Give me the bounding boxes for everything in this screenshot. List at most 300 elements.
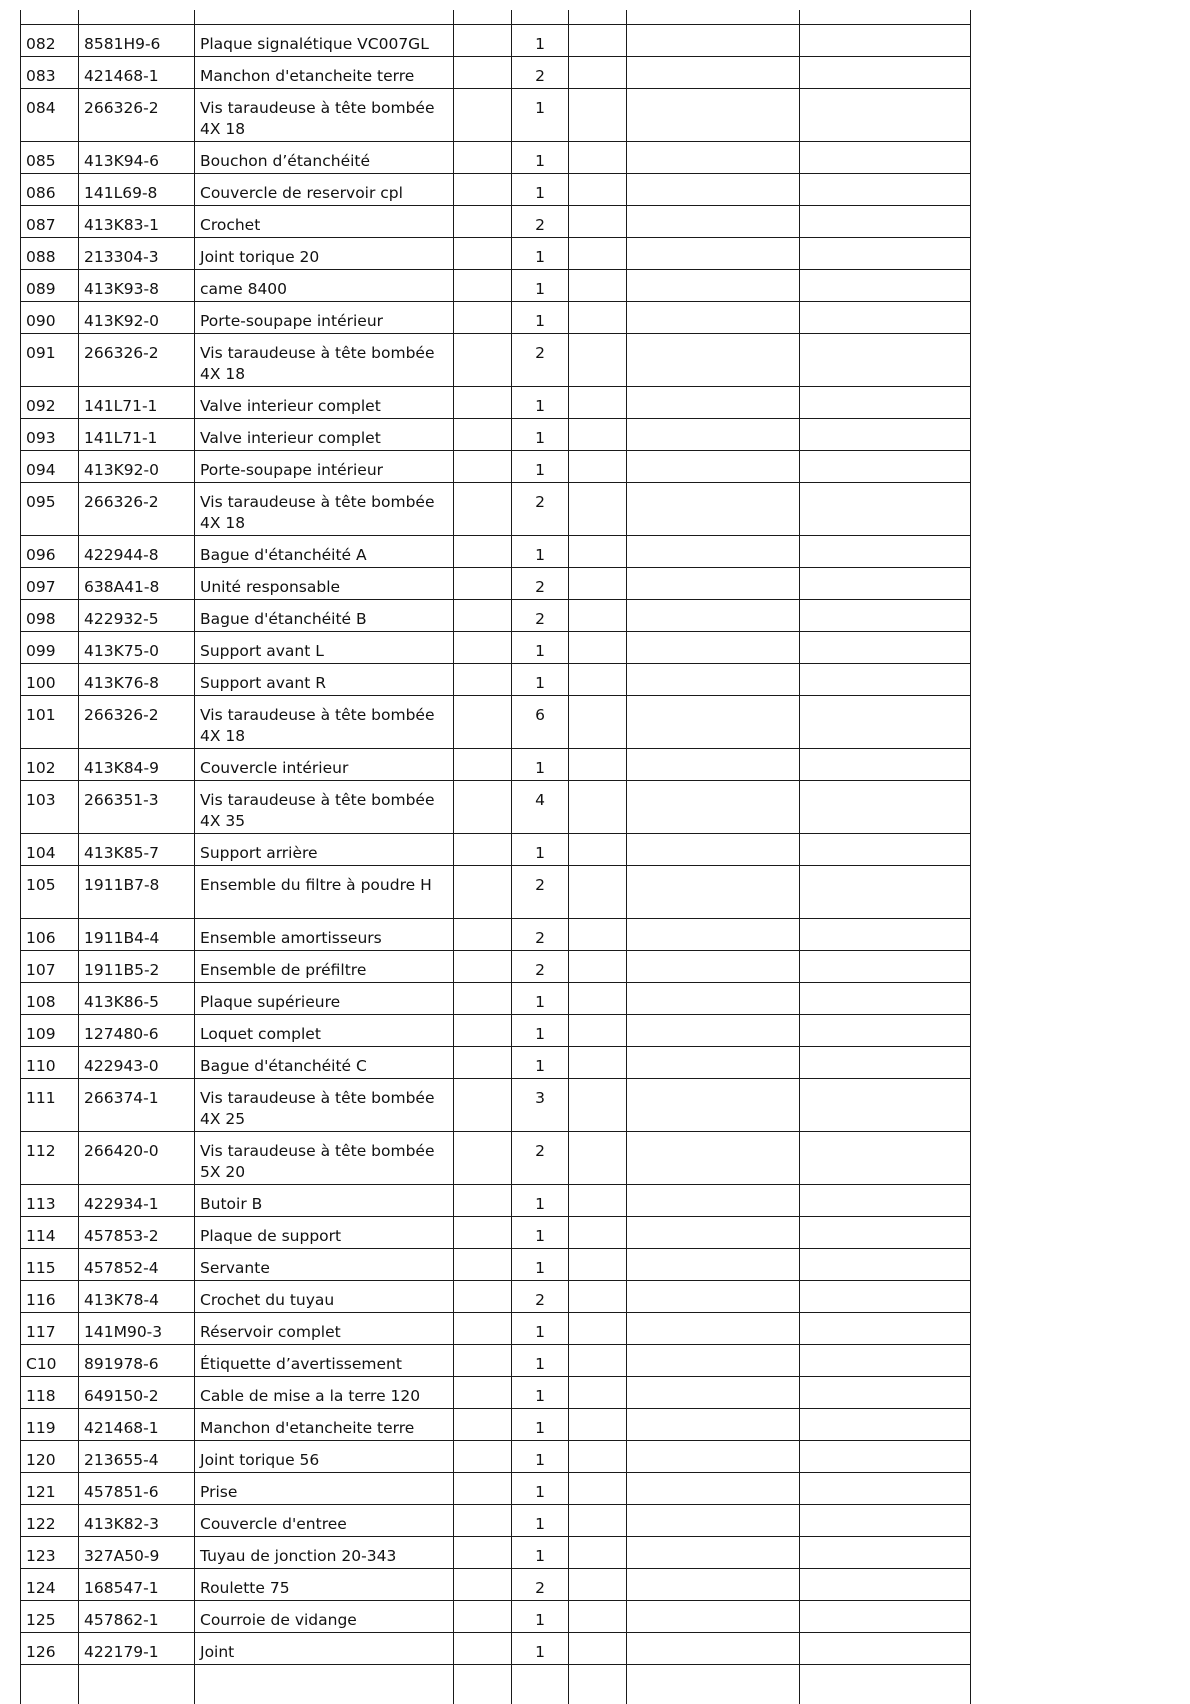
empty-cell xyxy=(21,1664,79,1704)
item-ref-cell: 106 xyxy=(21,918,79,950)
empty-cell xyxy=(800,386,971,418)
empty-cell xyxy=(800,1600,971,1632)
quantity-cell: 1 xyxy=(512,173,569,205)
empty-cell xyxy=(569,10,627,24)
part-number-cell: 649150-2 xyxy=(79,1376,195,1408)
item-ref-cell: 124 xyxy=(21,1568,79,1600)
quantity-cell: 1 xyxy=(512,88,569,141)
part-number-cell: 638A41-8 xyxy=(79,567,195,599)
description-cell: Valve interieur complet xyxy=(195,418,454,450)
part-number-cell: 422179-1 xyxy=(79,1632,195,1664)
empty-cell xyxy=(569,237,627,269)
table-row xyxy=(21,1408,971,1440)
empty-cell xyxy=(454,24,512,56)
empty-cell xyxy=(569,173,627,205)
quantity-cell: 2 xyxy=(512,333,569,386)
description-cell: Valve interieur complet xyxy=(195,386,454,418)
part-number-cell: 168547-1 xyxy=(79,1568,195,1600)
part-number-cell: 422932-5 xyxy=(79,599,195,631)
quantity-cell: 1 xyxy=(512,1472,569,1504)
item-ref-cell: 120 xyxy=(21,1440,79,1472)
table-row xyxy=(21,1131,971,1184)
item-ref-cell: 097 xyxy=(21,567,79,599)
empty-cell xyxy=(800,1664,971,1704)
empty-cell xyxy=(454,631,512,663)
table-continuation-bottom xyxy=(21,1664,971,1704)
table-row xyxy=(21,631,971,663)
item-ref-cell: 086 xyxy=(21,173,79,205)
description-cell: Support avant R xyxy=(195,663,454,695)
empty-cell xyxy=(454,1312,512,1344)
table-row xyxy=(21,780,971,833)
empty-cell xyxy=(627,535,800,567)
empty-cell xyxy=(569,205,627,237)
part-number-cell: 422944-8 xyxy=(79,535,195,567)
quantity-cell: 2 xyxy=(512,482,569,535)
empty-cell xyxy=(512,10,569,24)
part-number-cell: 457853-2 xyxy=(79,1216,195,1248)
empty-cell xyxy=(454,56,512,88)
quantity-cell: 1 xyxy=(512,833,569,865)
empty-cell xyxy=(627,1312,800,1344)
item-ref-cell: 096 xyxy=(21,535,79,567)
table-row xyxy=(21,599,971,631)
empty-cell xyxy=(569,982,627,1014)
quantity-cell: 2 xyxy=(512,56,569,88)
empty-cell xyxy=(569,482,627,535)
empty-cell xyxy=(454,780,512,833)
empty-cell xyxy=(569,1440,627,1472)
item-ref-cell: 109 xyxy=(21,1014,79,1046)
quantity-cell: 1 xyxy=(512,663,569,695)
table-row xyxy=(21,567,971,599)
item-ref-cell: 122 xyxy=(21,1504,79,1536)
empty-cell xyxy=(627,918,800,950)
empty-cell xyxy=(569,1046,627,1078)
description-cell: Roulette 75 xyxy=(195,1568,454,1600)
quantity-cell: 2 xyxy=(512,950,569,982)
table-row xyxy=(21,205,971,237)
empty-cell xyxy=(569,450,627,482)
empty-cell xyxy=(569,1078,627,1131)
empty-cell xyxy=(627,748,800,780)
quantity-cell: 1 xyxy=(512,418,569,450)
empty-cell xyxy=(569,748,627,780)
empty-cell xyxy=(627,269,800,301)
quantity-cell: 2 xyxy=(512,918,569,950)
empty-cell xyxy=(627,301,800,333)
empty-cell xyxy=(627,1504,800,1536)
table-continuation-top xyxy=(21,10,971,24)
part-number-cell: 421468-1 xyxy=(79,56,195,88)
part-number-cell: 1911B4-4 xyxy=(79,918,195,950)
part-number-cell: 422943-0 xyxy=(79,1046,195,1078)
empty-cell xyxy=(454,1248,512,1280)
quantity-cell: 1 xyxy=(512,1440,569,1472)
empty-cell xyxy=(627,418,800,450)
empty-cell xyxy=(454,982,512,1014)
quantity-cell: 1 xyxy=(512,1504,569,1536)
empty-cell xyxy=(454,599,512,631)
empty-cell xyxy=(627,205,800,237)
empty-cell xyxy=(800,1046,971,1078)
quantity-cell: 1 xyxy=(512,1248,569,1280)
empty-cell xyxy=(800,567,971,599)
empty-cell xyxy=(627,1632,800,1664)
item-ref-cell: 104 xyxy=(21,833,79,865)
item-ref-cell: 098 xyxy=(21,599,79,631)
empty-cell xyxy=(800,535,971,567)
table-row xyxy=(21,450,971,482)
table-row xyxy=(21,1344,971,1376)
item-ref-cell: 082 xyxy=(21,24,79,56)
part-number-cell: 457852-4 xyxy=(79,1248,195,1280)
empty-cell xyxy=(800,333,971,386)
table-row xyxy=(21,386,971,418)
description-cell: Support avant L xyxy=(195,631,454,663)
empty-cell xyxy=(800,663,971,695)
empty-cell xyxy=(800,482,971,535)
empty-cell xyxy=(454,865,512,918)
item-ref-cell: 118 xyxy=(21,1376,79,1408)
table-row xyxy=(21,1184,971,1216)
empty-cell xyxy=(800,56,971,88)
empty-cell xyxy=(627,1014,800,1046)
empty-cell xyxy=(569,631,627,663)
parts-table-body xyxy=(21,10,971,1704)
description-cell: Manchon d'etancheite terre xyxy=(195,1408,454,1440)
empty-cell xyxy=(627,599,800,631)
empty-cell xyxy=(569,1312,627,1344)
quantity-cell: 2 xyxy=(512,1131,569,1184)
item-ref-cell: 102 xyxy=(21,748,79,780)
description-cell: Vis taraudeuse à tête bombée 5X 20 xyxy=(195,1131,454,1184)
item-ref-cell: 113 xyxy=(21,1184,79,1216)
table-row xyxy=(21,482,971,535)
description-cell: Couvercle d'entree xyxy=(195,1504,454,1536)
part-number-cell: 141L71-1 xyxy=(79,418,195,450)
empty-cell xyxy=(454,418,512,450)
empty-cell xyxy=(800,1408,971,1440)
empty-cell xyxy=(79,10,195,24)
empty-cell xyxy=(800,748,971,780)
empty-cell xyxy=(627,10,800,24)
quantity-cell: 1 xyxy=(512,1046,569,1078)
empty-cell xyxy=(627,1216,800,1248)
description-cell: Servante xyxy=(195,1248,454,1280)
part-number-cell: 413K75-0 xyxy=(79,631,195,663)
empty-cell xyxy=(800,1312,971,1344)
description-cell: Plaque de support xyxy=(195,1216,454,1248)
empty-cell xyxy=(454,333,512,386)
empty-cell xyxy=(569,301,627,333)
description-cell: Joint torique 56 xyxy=(195,1440,454,1472)
description-cell: Vis taraudeuse à tête bombée 4X 18 xyxy=(195,88,454,141)
quantity-cell: 2 xyxy=(512,1568,569,1600)
table-row xyxy=(21,56,971,88)
empty-cell xyxy=(627,1568,800,1600)
empty-cell xyxy=(454,1184,512,1216)
empty-cell xyxy=(454,1344,512,1376)
part-number-cell: 421468-1 xyxy=(79,1408,195,1440)
part-number-cell: 413K78-4 xyxy=(79,1280,195,1312)
part-number-cell: 266326-2 xyxy=(79,695,195,748)
quantity-cell: 4 xyxy=(512,780,569,833)
description-cell: Manchon d'etancheite terre xyxy=(195,56,454,88)
description-cell: Couvercle de reservoir cpl xyxy=(195,173,454,205)
quantity-cell: 1 xyxy=(512,1632,569,1664)
table-row xyxy=(21,301,971,333)
empty-cell xyxy=(800,173,971,205)
empty-cell xyxy=(627,1600,800,1632)
empty-cell xyxy=(569,1664,627,1704)
item-ref-cell: 090 xyxy=(21,301,79,333)
description-cell: Joint xyxy=(195,1632,454,1664)
empty-cell xyxy=(569,141,627,173)
empty-cell xyxy=(627,1536,800,1568)
description-cell: Cable de mise a la terre 120 xyxy=(195,1376,454,1408)
quantity-cell: 1 xyxy=(512,1216,569,1248)
empty-cell xyxy=(800,205,971,237)
empty-cell xyxy=(454,1536,512,1568)
empty-cell xyxy=(800,88,971,141)
empty-cell xyxy=(627,950,800,982)
table-row xyxy=(21,1440,971,1472)
empty-cell xyxy=(627,173,800,205)
description-cell: Loquet complet xyxy=(195,1014,454,1046)
empty-cell xyxy=(454,141,512,173)
empty-cell xyxy=(627,141,800,173)
empty-cell xyxy=(800,1376,971,1408)
item-ref-cell: 105 xyxy=(21,865,79,918)
quantity-cell: 1 xyxy=(512,982,569,1014)
empty-cell xyxy=(454,301,512,333)
empty-cell xyxy=(800,1184,971,1216)
empty-cell xyxy=(800,237,971,269)
empty-cell xyxy=(454,269,512,301)
empty-cell xyxy=(627,386,800,418)
table-row xyxy=(21,1280,971,1312)
empty-cell xyxy=(454,535,512,567)
quantity-cell: 1 xyxy=(512,1344,569,1376)
description-cell: Porte-soupape intérieur xyxy=(195,301,454,333)
quantity-cell: 1 xyxy=(512,1376,569,1408)
quantity-cell: 1 xyxy=(512,301,569,333)
empty-cell xyxy=(800,418,971,450)
item-ref-cell: 103 xyxy=(21,780,79,833)
empty-cell xyxy=(800,1248,971,1280)
part-number-cell: 413K85-7 xyxy=(79,833,195,865)
empty-cell xyxy=(627,333,800,386)
part-number-cell: 413K76-8 xyxy=(79,663,195,695)
empty-cell xyxy=(454,918,512,950)
empty-cell xyxy=(569,1280,627,1312)
table-row xyxy=(21,1568,971,1600)
table-row xyxy=(21,333,971,386)
part-number-cell: 891978-6 xyxy=(79,1344,195,1376)
empty-cell xyxy=(800,1440,971,1472)
empty-cell xyxy=(627,1664,800,1704)
table-row xyxy=(21,24,971,56)
empty-cell xyxy=(627,982,800,1014)
empty-cell xyxy=(627,450,800,482)
description-cell: Crochet du tuyau xyxy=(195,1280,454,1312)
empty-cell xyxy=(454,1216,512,1248)
empty-cell xyxy=(627,833,800,865)
empty-cell xyxy=(569,865,627,918)
empty-cell xyxy=(627,865,800,918)
description-cell: Joint torique 20 xyxy=(195,237,454,269)
table-row xyxy=(21,269,971,301)
table-row xyxy=(21,1504,971,1536)
quantity-cell: 1 xyxy=(512,386,569,418)
empty-cell xyxy=(569,1376,627,1408)
empty-cell xyxy=(627,695,800,748)
empty-cell xyxy=(800,865,971,918)
item-ref-cell: 112 xyxy=(21,1131,79,1184)
empty-cell xyxy=(454,1472,512,1504)
empty-cell xyxy=(454,1632,512,1664)
table-row xyxy=(21,663,971,695)
empty-cell xyxy=(627,24,800,56)
quantity-cell: 1 xyxy=(512,237,569,269)
part-number-cell: 1911B5-2 xyxy=(79,950,195,982)
empty-cell xyxy=(627,1046,800,1078)
quantity-cell: 2 xyxy=(512,1280,569,1312)
quantity-cell: 2 xyxy=(512,205,569,237)
item-ref-cell: 123 xyxy=(21,1536,79,1568)
part-number-cell: 266326-2 xyxy=(79,482,195,535)
part-number-cell: 213304-3 xyxy=(79,237,195,269)
empty-cell xyxy=(454,1600,512,1632)
part-number-cell: 327A50-9 xyxy=(79,1536,195,1568)
description-cell: Vis taraudeuse à tête bombée 4X 35 xyxy=(195,780,454,833)
empty-cell xyxy=(454,205,512,237)
empty-cell xyxy=(569,269,627,301)
part-number-cell: 8581H9-6 xyxy=(79,24,195,56)
part-number-cell: 413K94-6 xyxy=(79,141,195,173)
table-row xyxy=(21,1078,971,1131)
item-ref-cell: 095 xyxy=(21,482,79,535)
empty-cell xyxy=(800,950,971,982)
description-cell: Plaque supérieure xyxy=(195,982,454,1014)
empty-cell xyxy=(800,450,971,482)
part-number-cell: 266374-1 xyxy=(79,1078,195,1131)
table-row xyxy=(21,833,971,865)
table-row xyxy=(21,1046,971,1078)
empty-cell xyxy=(569,1184,627,1216)
empty-cell xyxy=(800,1568,971,1600)
empty-cell xyxy=(569,950,627,982)
empty-cell xyxy=(454,1078,512,1131)
empty-cell xyxy=(569,780,627,833)
table-row xyxy=(21,1472,971,1504)
empty-cell xyxy=(454,10,512,24)
empty-cell xyxy=(800,1078,971,1131)
item-ref-cell: 094 xyxy=(21,450,79,482)
empty-cell xyxy=(800,10,971,24)
empty-cell xyxy=(627,1248,800,1280)
description-cell: Support arrière xyxy=(195,833,454,865)
item-ref-cell: 108 xyxy=(21,982,79,1014)
description-cell: Plaque signalétique VC007GL xyxy=(195,24,454,56)
empty-cell xyxy=(800,1014,971,1046)
item-ref-cell: C10 xyxy=(21,1344,79,1376)
part-number-cell: 266326-2 xyxy=(79,333,195,386)
quantity-cell: 3 xyxy=(512,1078,569,1131)
empty-cell xyxy=(800,1504,971,1536)
empty-cell xyxy=(454,1504,512,1536)
item-ref-cell: 117 xyxy=(21,1312,79,1344)
parts-list-table xyxy=(20,10,971,1704)
description-cell: Étiquette d’avertissement xyxy=(195,1344,454,1376)
empty-cell xyxy=(569,1600,627,1632)
description-cell: Crochet xyxy=(195,205,454,237)
table-row xyxy=(21,1600,971,1632)
quantity-cell: 1 xyxy=(512,450,569,482)
table-row xyxy=(21,535,971,567)
empty-cell xyxy=(454,1280,512,1312)
empty-cell xyxy=(627,1131,800,1184)
empty-cell xyxy=(454,1568,512,1600)
table-row xyxy=(21,1536,971,1568)
item-ref-cell: 085 xyxy=(21,141,79,173)
part-number-cell: 141L71-1 xyxy=(79,386,195,418)
part-number-cell: 141L69-8 xyxy=(79,173,195,205)
empty-cell xyxy=(195,10,454,24)
empty-cell xyxy=(800,1344,971,1376)
empty-cell xyxy=(627,663,800,695)
empty-cell xyxy=(569,1408,627,1440)
empty-cell xyxy=(569,663,627,695)
description-cell: Porte-soupape intérieur xyxy=(195,450,454,482)
item-ref-cell: 115 xyxy=(21,1248,79,1280)
empty-cell xyxy=(569,88,627,141)
empty-cell xyxy=(627,1184,800,1216)
item-ref-cell: 121 xyxy=(21,1472,79,1504)
empty-cell xyxy=(627,237,800,269)
item-ref-cell: 087 xyxy=(21,205,79,237)
empty-cell xyxy=(627,56,800,88)
quantity-cell: 2 xyxy=(512,599,569,631)
description-cell: Vis taraudeuse à tête bombée 4X 18 xyxy=(195,482,454,535)
part-number-cell: 422934-1 xyxy=(79,1184,195,1216)
quantity-cell: 1 xyxy=(512,141,569,173)
empty-cell xyxy=(569,418,627,450)
empty-cell xyxy=(569,1216,627,1248)
empty-cell xyxy=(800,24,971,56)
quantity-cell: 1 xyxy=(512,1408,569,1440)
empty-cell xyxy=(454,450,512,482)
empty-cell xyxy=(21,10,79,24)
description-cell: Bague d'étanchéité B xyxy=(195,599,454,631)
empty-cell xyxy=(569,56,627,88)
item-ref-cell: 092 xyxy=(21,386,79,418)
description-cell: Bouchon d’étanchéité xyxy=(195,141,454,173)
item-ref-cell: 093 xyxy=(21,418,79,450)
description-cell: Unité responsable xyxy=(195,567,454,599)
empty-cell xyxy=(454,567,512,599)
empty-cell xyxy=(800,833,971,865)
empty-cell xyxy=(800,141,971,173)
quantity-cell: 1 xyxy=(512,1536,569,1568)
empty-cell xyxy=(800,695,971,748)
empty-cell xyxy=(454,482,512,535)
empty-cell xyxy=(569,1131,627,1184)
table-row xyxy=(21,918,971,950)
empty-cell xyxy=(800,1131,971,1184)
part-number-cell: 413K83-1 xyxy=(79,205,195,237)
